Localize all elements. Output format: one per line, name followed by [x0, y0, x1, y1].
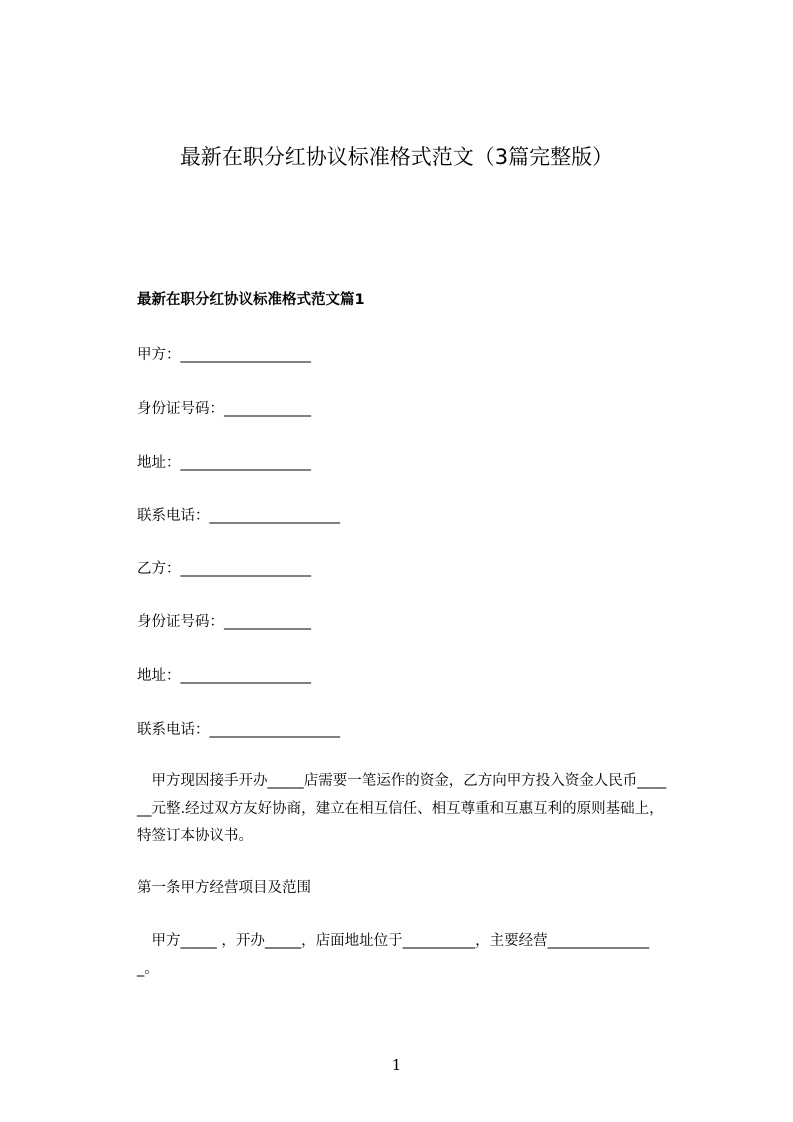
page-number: 1 — [391, 1056, 402, 1074]
intro-paragraph-line: __元整.经过双方友好协商，建立在相互信任、相互尊重和互惠互利的原则基础上， — [137, 800, 664, 817]
intro-paragraph-line: 甲方现因接手开办_____店需要一笔运作的资金，乙方向甲方投入资金人民币____ — [137, 773, 667, 789]
field-party-a: 甲方：__________________ — [137, 347, 311, 363]
field-party-b-phone: 联系电话：__________________ — [137, 722, 340, 738]
field-party-a-id: 身份证号码：____________ — [137, 401, 311, 417]
article1-paragraph-line: 甲方_____ ，开办_____，店面地址位于__________，主要经营______________ — [137, 933, 650, 949]
section-heading: 最新在职分红协议标准格式范文篇1 — [137, 292, 365, 308]
field-party-a-phone: 联系电话：__________________ — [137, 508, 340, 524]
intro-paragraph-line: 特签订本协议书。 — [137, 828, 253, 844]
field-party-b: 乙方：__________________ — [137, 561, 311, 577]
article1-paragraph — [137, 928, 717, 983]
article1-heading: 第一条甲方经营项目及范围 — [137, 880, 311, 896]
field-party-b-id: 身份证号码：____________ — [137, 614, 311, 630]
field-party-a-address: 地址：__________________ — [137, 455, 311, 471]
article1-paragraph-line: _。 — [137, 960, 159, 977]
intro-paragraph — [137, 768, 717, 851]
page-title: 最新在职分红协议标准格式范文（3篇完整版） — [179, 145, 614, 169]
field-party-b-address: 地址：__________________ — [137, 668, 311, 684]
